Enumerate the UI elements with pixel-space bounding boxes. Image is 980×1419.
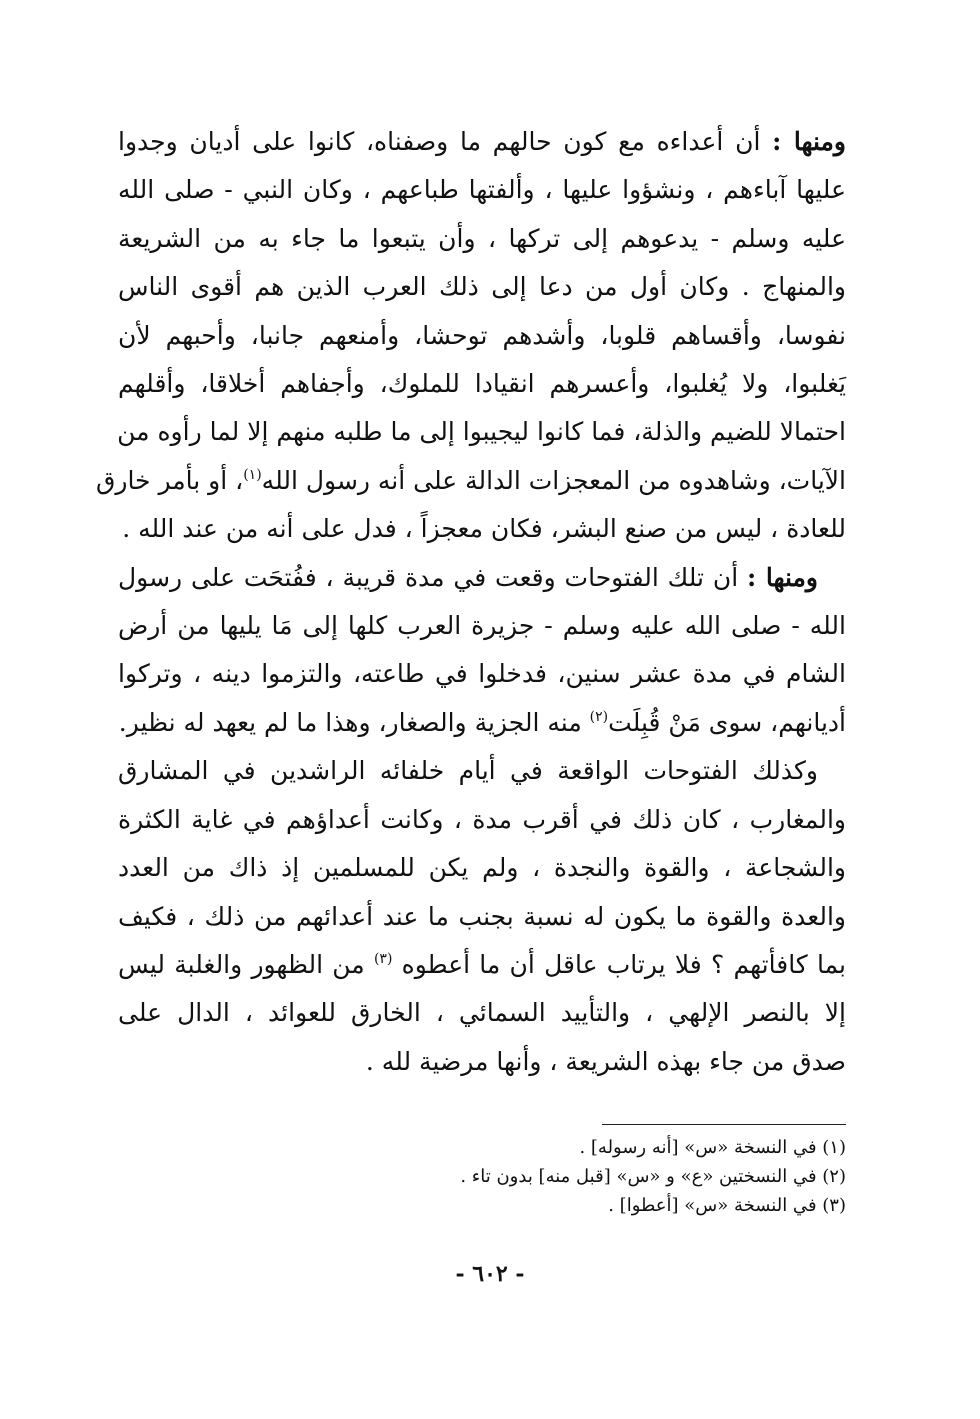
footnote-divider [602,1124,846,1125]
text-line: والمغارب ، كان ذلك في أقرب مدة ، وكانت أعداؤهم في غاية الكثرة [118,804,846,834]
text-line: والعدة والقوة ما يكون له نسبة بجنب ما عند أعدائهم من ذلك ، فكيف [118,901,846,931]
text-line: الله - صلى الله عليه وسلم - جزيرة العرب كلها إلى مَا يليها من أرض [118,611,846,641]
paragraph-2 [118,554,846,748]
text-line: يَغلبوا، ولا يُغلبوا، وأعسرهم انقيادا للملوك، وأجفاهم أخلاقا، وأقلهم [118,369,846,399]
text-line [118,699,846,747]
line-text: أديانهم، سوى مَنْ قُبِلَت [608,707,846,737]
text-line: احتمالا للضيم والذلة، فما كانوا ليجيبوا إلى ما طلبه منهم إلا لما رأوه من [117,417,846,447]
paragraph-lead: ومنها : [747,562,818,592]
paragraph-3 [118,747,846,1086]
paragraph-1 [95,118,846,554]
text-line: والمنهاج . وكان أول من دعا إلى ذلك العرب الذين هم أقوى الناس [118,272,846,302]
text-line [118,554,846,602]
footnote-ref-3: (٣) [373,950,393,967]
text-line: إلا بالنصر الإلهي ، والتأييد السمائي ، الخارق للعوائد ، الدال على [118,998,846,1028]
line-text: من الظهور والغلبة ليس [118,949,365,979]
text-line: نفوسا، وأقساهم قلوبا، وأشدهم توحشا، وأمنعهم جانبا، وأحبهم لأن [118,320,846,350]
text-line: الشام في مدة عشر سنين، فدخلوا في طاعته، والتزموا دينه ، وتركوا [118,659,846,689]
text-line: والشجاعة ، والقوة والنجدة ، ولم يكن للمسلمين إذ ذاك من العدد [118,853,846,883]
footnote-2: (٢) في النسختين «ع» و «س» [قبل منه] بدون تاء . [460,1166,846,1187]
line-text: بما كافأتهم ؟ فلا يرتاب عاقل أن ما أعطوه [401,949,846,979]
text-line [95,457,846,505]
text-line: للعادة ، ليس من صنع البشر، فكان معجزاً ، فدل على أنه من عند الله . [122,514,846,544]
page-number: - ٦٠٢ - [455,1261,525,1287]
main-text [95,118,846,1086]
footnote-ref-1: (١) [243,466,262,483]
text-line [118,118,846,166]
page-body [95,118,846,1086]
line-text: منه الجزية والصغار، وهذا ما لم يعهد له نظير. [118,707,582,737]
text-line: عليه وسلم - يدعوهم إلى تركها ، وأن يتبعوا ما جاء به من الشريعة [118,223,846,253]
footnote-1: (١) في النسخة «س» [أنه رسوله] . [579,1137,846,1158]
text-line [118,941,846,989]
line-text: ، أو بأمر خارق [95,465,244,495]
footnote-3: (٣) في النسخة «س» [أعطوا] . [608,1195,846,1216]
text-line: وكذلك الفتوحات الواقعة في أيام خلفائه الراشدين في المشارق [118,756,818,786]
footnotes [146,1133,846,1220]
paragraph-lead: ومنها : [772,127,846,156]
text-line: عليها آباءهم ، ونشؤوا عليها ، وألفتها طباعهم ، وكان النبي - صلى الله [118,175,846,205]
line-text: أن أعداءه مع كون حالهم ما وصفناه، كانوا على أديان وجدوا [118,127,761,156]
line-text: أن تلك الفتوحات وقعت في مدة قريبة ، ففُتحَت على رسول [118,562,739,592]
line-text: الآيات، وشاهدوه من المعجزات الدالة على أنه رسول الله [261,465,846,495]
text-line: صدق من جاء بهذه الشريعة ، وأنها مرضية لله . [365,1046,846,1076]
footnote-ref-2: (٢) [589,708,609,725]
